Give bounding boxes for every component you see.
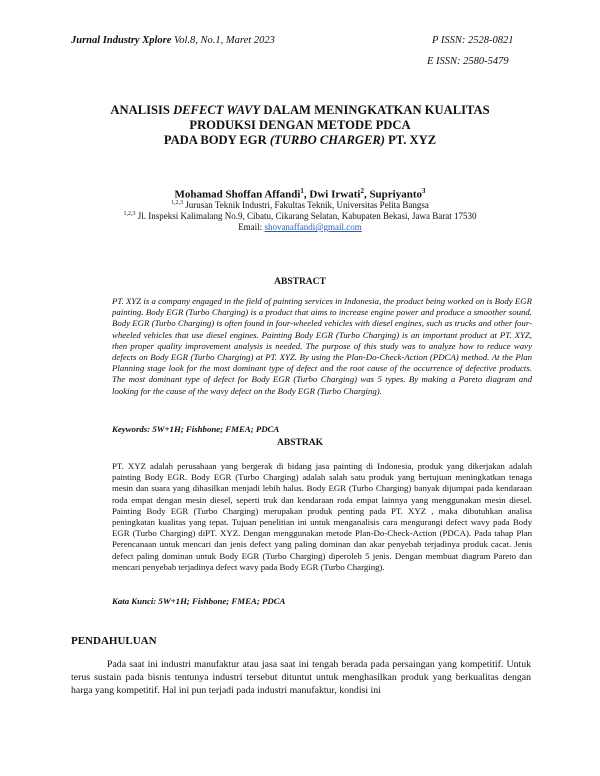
title-line-3: PADA BODY EGR (TURBO CHARGER) PT. XYZ <box>163 133 437 147</box>
keywords: Keywords: 5W+1H; Fishbone; FMEA; PDCA <box>112 424 280 434</box>
intro-heading: PENDAHULUAN <box>71 635 157 647</box>
title-line-1: ANALISIS DEFECT WAVY DALAM MENINGKATKAN KUALITAS <box>110 103 490 117</box>
author-email: Email: shovanaffandi@gmail.com <box>238 222 362 232</box>
abstrak-text: PT. XYZ adalah perusahaan yang bergerak di bidang jasa painting di Indonesia, produk yang dikerjakan adalah painting Body EGR. Body EGR (Turbo Charging) adalah salah satu produk yang bertujuan meningkatkan tenaga mesin dan suara yang dihasilkan menjadi lebih halus. Body EGR (Turbo Charging) banyak dijumpai pada kendaraan roda empat dengan mesin diesel, seperti truk dan kendaraan roda empat lainnya yang menggunakan mesin diesel. Painting Body EGR (Turbo Charging) merupakan produk penting pada PT. XYZ , maka dibutuhkan analisa peningkatan kualitas yang tepat. Tujuan penelitian ini untuk menganalisis cara mengurangi defect wavy pada Body EGR (Turbo Charging) diPT. XYZ. Dengan menggunakan metode Plan-Do-Check-Action (PDCA). Pada tahap Plan Perencanaan untuk mencari dan jenis defect yang paling dominan dan akar penyebab terjadinya produk cacat. Jenis defect paling dominan untuk Body EGR (Turbo Charging) diperoleh 5 jenis. Dengan membuat diagram Pareto dan mencari penyebab terjadinya defect wavy pada Body EGR (Turbo Charging). <box>112 461 532 572</box>
journal-name: Jurnal Industry Xplore <box>71 35 172 46</box>
author-list: Mohamad Shoffan Affandi$^1$, Dwi Irwati$^2$, Supriyanto$^3$ <box>174 187 426 201</box>
abstrak-heading: ABSTRAK <box>277 438 323 448</box>
intro-paragraph: Pada saat ini industri manufaktur atau jasa saat ini tengah berada pada persaingan yang kompetitif. Untuk terus sustain pada bisnis tentunya industri tersebut dituntut untuk menghasilkan produk yang berkualitas dengan harga yang kompetitif. Hal ini pun terjadi pada industri manufaktur, kondisi ini <box>71 659 531 696</box>
e-issn: E ISSN: 2580-5479 <box>427 56 509 67</box>
abstract-heading: ABSTRACT <box>274 277 326 287</box>
title-line-2: PRODUKSI DENGAN METODE PDCA <box>189 118 411 132</box>
affiliation-dept: $^{1,2,3}$ Jurusan Teknik Industri, Fakultas Teknik, Universitas Pelita Bangsa <box>171 200 429 210</box>
affiliation-address: $^{1,2,3}$ Jl. Inspeksi Kalimalang No.9, Cibatu, Cikarang Selatan, Kabupaten Bekasi, Jawa Barat 17530 <box>123 211 477 221</box>
journal-issue: Vol.8, No.1, Maret 2023 <box>174 35 275 46</box>
abstract-text: PT. XYZ is a company engaged in the field of painting services in Indonesia, the product being worked on is Body EGR painting. Body EGR (Turbo Charging) is a product that aims to increase engine power and produce a smoother sound. Body EGR (Turbo Charging) is often found in four-wheeled vehicles with diesel engines, such as trucks and other four-wheeled vehicles that use diesel engines. Painting Body EGR (Turbo Charging) is an important product at PT. XYZ, then proper quality improvement analysis is needed. The purpose of this study was to analyze how to reduce wavy defects on Body EGR (Turbo Charging) at PT. XYZ. By using the Plan-Do-Check-Action (PDCA) method. At the Plan Planning stage look for the most dominant type of defect and the root cause of the occurrence of defective products. The most dominant type of defect for Body EGR (Turbo Charging) was 5 types. By making a Pareto diagram and looking for the cause of the wavy defect on the Body EGR (Turbo Charging). <box>112 296 532 396</box>
p-issn: P ISSN: 2528-0821 <box>432 35 514 46</box>
kata-kunci: Kata Kunci: 5W+1H; Fishbone; FMEA; PDCA <box>112 596 286 606</box>
journal-header <box>71 35 275 46</box>
email-link[interactable]: shovanaffandi@gmail.com <box>264 222 362 232</box>
